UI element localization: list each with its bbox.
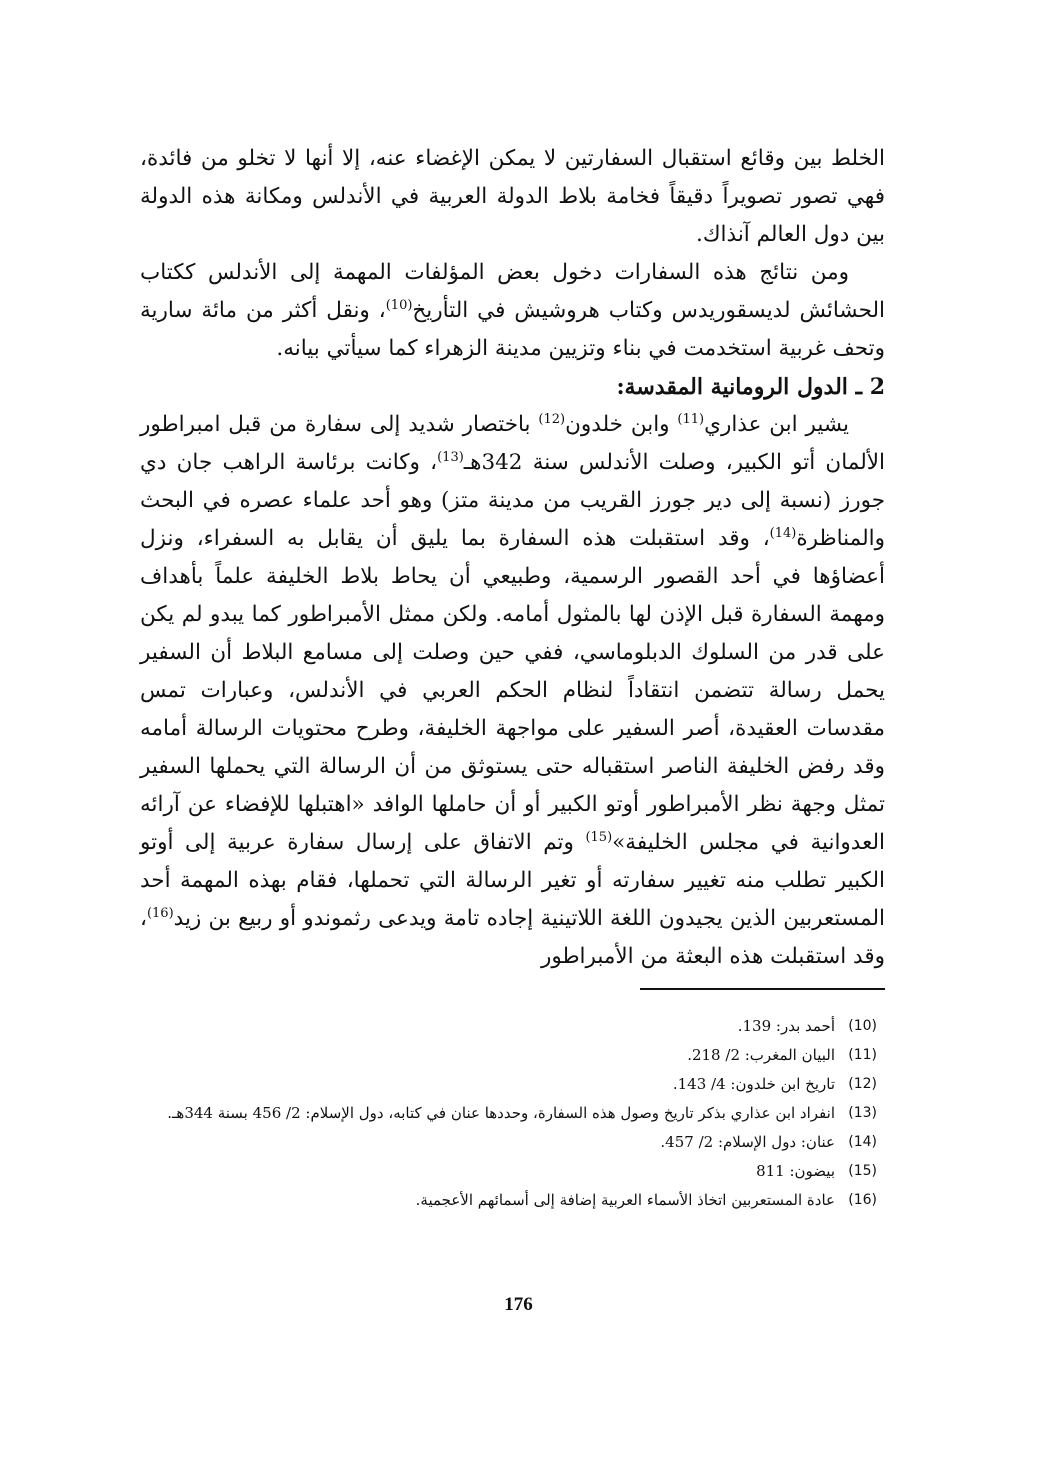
footnote-text: أحمد بدر: 139. [737, 1017, 835, 1035]
footnote-reference[interactable]: (14) [769, 525, 797, 541]
footnote-text: انفراد ابن عذاري بذكر تاريخ وصول هذه السفارة، وحددها عنان في كتابه، دول الإسلام: 2/ 456 بسنة 344هـ. [167, 1104, 835, 1122]
body-paragraph [140, 254, 885, 368]
paragraph-text: الخلط بين وقائع استقبال السفارتين لا يمكن الإغضاء عنه، إلا أنها لا تخلو من فائدة، فهي تصور تصويراً دقيقاً فخامة بلاط الدولة العربية في الأندلس ومكانة هذه الدولة بين دول العالم آنذاك. [140, 146, 885, 247]
footnote-text: عادة المستعربين اتخاذ الأسماء العربية إضافة إلى أسمائهم الأعجمية. [415, 1191, 835, 1209]
footnote-reference[interactable]: (11) [677, 411, 705, 427]
paragraph-text: ، وقد استقبلت هذه البعثة من الأمبراطور [140, 906, 885, 969]
section-heading: 2 ـ الدول الرومانية المقدسة: [616, 374, 885, 400]
paragraph-text: ، ونقل أكثر من مائة سارية وتحف غربية استخدمت في بناء وتزيين مدينة الزهراء كما سيأتي بيانه. [140, 298, 885, 361]
footnote-reference[interactable]: (10) [385, 297, 413, 313]
footnote-item [140, 1128, 885, 1157]
footnote-item [140, 1012, 885, 1041]
paragraph-text: ، وقد استقبلت هذه السفارة بما يليق أن يقابل به السفراء، ونزل أعضاؤها في أحد القصور الرسمية، وطبيعي أن يحاط بلاط الخليفة علماً بأهداف ومهمة السفارة قبل الإذن لها بالمثول أمامه. ولكن ممثل الأمبراطور كما يبدو لم يكن على قدر من السلوك الدبلوماسي، ففي حين وصلت إلى مسامع البلاط أن السفير يحمل رسالة تتضمن انتقاداً لنظام الحكم العربي في الأندلس، وعبارات تمس مقدسات العقيدة، أصر السفير على مواجهة الخليفة، وطرح محتويات الرسالة أمامه وقد رفض الخليفة الناصر استقباله حتى يستوثق من أن الرسالة التي يحملها السفير تمثل وجهة نظر الأمبراطور أوتو الكبير أو أن حاملها الوافد «اهتبلها للإفضاء عن آرائه العدوانية في مجلس الخليفة» [140, 526, 885, 855]
footnote-item [140, 1070, 885, 1099]
footnote-number: (14) [848, 1134, 877, 1150]
page-body [140, 140, 885, 976]
body-paragraph [140, 140, 885, 254]
footnote-reference[interactable]: (15) [585, 829, 613, 845]
footnote-reference[interactable]: (12) [538, 411, 566, 427]
footnote-number: (16) [848, 1192, 877, 1208]
footnote-number: (10) [848, 1018, 877, 1034]
paragraph-text: يشير ابن عذاري [704, 412, 849, 437]
paragraph-text: باختصار شديد إلى سفارة من قبل امبراطور الألمان أتو الكبير، وصلت الأندلس سنة 342هـ [140, 412, 885, 475]
footnote-number: (12) [848, 1076, 877, 1092]
paragraph-group-section [140, 406, 885, 976]
footnote-item [140, 1157, 885, 1186]
footnote-text: بيضون: 811 [756, 1162, 835, 1180]
paragraph-text: ، وكانت برئاسة الراهب جان دي جورز (نسبة إلى دير جورز القريب من مدينة متز) وهو أحد علماء عصره في البحث والمناظرة [140, 450, 885, 551]
footnote-text: تاريخ ابن خلدون: 4/ 143. [672, 1075, 835, 1093]
footnote-item [140, 1041, 885, 1070]
footnote-reference[interactable]: (16) [146, 905, 174, 921]
paragraph-text: وتم الاتفاق على إرسال سفارة عربية إلى أوتو الكبير تطلب منه تغيير سفارته أو تغير الرسالة التي تحملها، فقام بهذه المهمة أحد المستعربين الذين يجيدون اللغة اللاتينية إجاده تامة ويدعى رثموندو أو ربيع بن زيد [140, 830, 885, 931]
footnote-divider [640, 988, 885, 990]
page-number: 176 [504, 1294, 533, 1315]
footnote-number: (11) [848, 1047, 877, 1063]
paragraph-text: وابن خلدون [565, 412, 678, 437]
footnote-list [140, 1012, 885, 1215]
footnote-reference[interactable]: (13) [437, 449, 464, 465]
paragraph-group-intro [140, 140, 885, 368]
footnote-number: (13) [848, 1105, 877, 1121]
paragraph-text: ومن نتائج هذه السفارات دخول بعض المؤلفات المهمة إلى الأندلس ككتاب الحشائش لديسقوريدس وكتاب هروشيش في التأريخ [140, 260, 885, 323]
body-paragraph [140, 406, 885, 976]
footnote-number: (15) [848, 1163, 877, 1179]
footnote-text: عنان: دول الإسلام: 2/ 457. [660, 1133, 835, 1151]
footnote-text: البيان المغرب: 2/ 218. [687, 1046, 835, 1064]
footnote-item [140, 1186, 885, 1215]
footnote-item [140, 1099, 885, 1128]
